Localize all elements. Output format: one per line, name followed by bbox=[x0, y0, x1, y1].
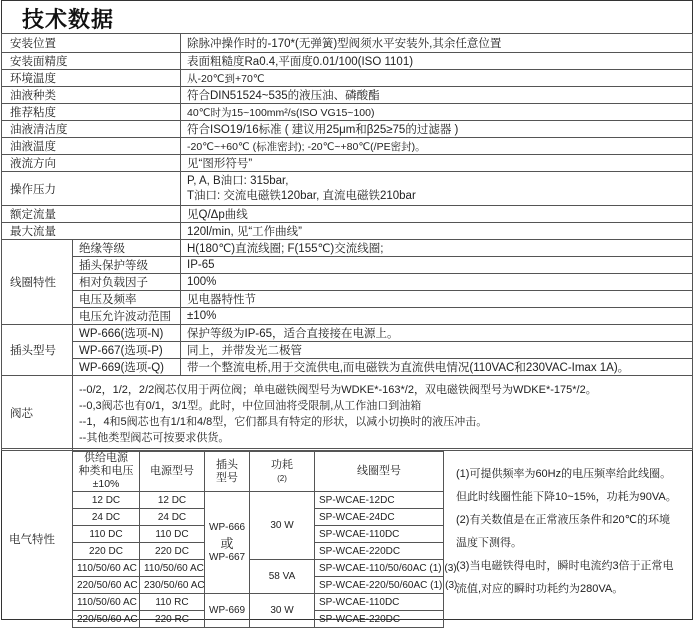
coil-sub-value: H(180℃)直流线圈; F(155℃)交流线圈; bbox=[181, 240, 693, 257]
table-row bbox=[2, 240, 693, 257]
table-row bbox=[2, 257, 693, 274]
coil-sub-label: 电压允许波动范围 bbox=[73, 308, 181, 325]
row-label: 安装位置 bbox=[2, 34, 181, 53]
header-text: (2) bbox=[277, 473, 287, 483]
header-text: 功耗 bbox=[271, 458, 293, 471]
supply-cell: 220 DC bbox=[73, 543, 140, 560]
coil-sub-label: 绝缘等级 bbox=[73, 240, 181, 257]
source-cell: 110/50/60 AC bbox=[140, 560, 205, 577]
coil-cell: SP-WCAE-110/50/60AC (1) (3) bbox=[315, 560, 444, 577]
power-cell: 58 VA bbox=[250, 560, 315, 594]
coil-sub-label: 插头保护等级 bbox=[73, 257, 181, 274]
spool-line: --其他类型阀芯可按要求供货。 bbox=[79, 432, 230, 444]
coil-cell: SP-WCAE-110DC bbox=[315, 526, 444, 543]
note-line: 但此时线圈性能下降10~15%，功耗为90VA。 bbox=[456, 491, 677, 503]
coil-cell: SP-WCAE-12DC bbox=[315, 492, 444, 509]
coil-sub-value: ±10% bbox=[181, 308, 693, 325]
coil-cell: SP-WCAE-24DC bbox=[315, 509, 444, 526]
electrical-label: 电气特性 bbox=[9, 534, 55, 546]
spool-content bbox=[73, 376, 693, 451]
supply-cell: 110 DC bbox=[73, 526, 140, 543]
row-label: 油液种类 bbox=[2, 87, 181, 104]
supply-cell: 220/50/60 AC bbox=[73, 611, 140, 628]
row-label: 油液清洁度 bbox=[2, 121, 181, 138]
source-cell: 110 RC bbox=[140, 594, 205, 611]
header-text: 种类和电压 bbox=[78, 465, 134, 477]
coil-sub-value: IP-65 bbox=[181, 257, 693, 274]
max-flow-label: 最大流量 bbox=[2, 223, 181, 240]
table-row bbox=[2, 138, 693, 155]
pressure-line: P, A, B油口: 315bar, bbox=[187, 174, 289, 187]
plug-sub-label: WP-667(选项-P) bbox=[73, 342, 181, 359]
row-label: 推荐粘度 bbox=[2, 104, 181, 121]
coil-sub-value: 100% bbox=[181, 274, 693, 291]
coil-cell: SP-WCAE-110DC bbox=[315, 594, 444, 611]
power-cell: 30 W bbox=[250, 594, 315, 628]
plug-sub-value: 保护等级为IP-65，适合直接接在电源上。 bbox=[181, 325, 693, 342]
coil-cell: SP-WCAE-220DC bbox=[315, 611, 444, 628]
table-row bbox=[73, 492, 444, 509]
table-row bbox=[2, 155, 693, 172]
plug-label: 插头型号 bbox=[2, 325, 73, 376]
pressure-value bbox=[181, 172, 693, 206]
source-cell: 110 DC bbox=[140, 526, 205, 543]
header-coil: 线圈型号 bbox=[315, 452, 444, 492]
table-row bbox=[2, 34, 693, 53]
table-row bbox=[73, 560, 444, 577]
electrical-notes bbox=[456, 463, 692, 601]
spool-line: --1，4和5阀芯也有1/1和4/8型，它们都具有特定的形状，以减小切换时的液压冲击。 bbox=[79, 416, 488, 428]
tech-data-table bbox=[1, 33, 693, 451]
row-value: 表面粗糙度Ra0.4,平面度0.01/100(ISO 1101) bbox=[181, 53, 693, 70]
max-flow-value: 120l/min, 见“工作曲线” bbox=[181, 223, 693, 240]
source-cell: 220 RC bbox=[140, 611, 205, 628]
note-line: (3)当电磁铁得电时，瞬时电流约3倍于正常电 bbox=[456, 560, 674, 572]
header-text: 插头 bbox=[216, 458, 238, 471]
table-row bbox=[2, 121, 693, 138]
coil-cell: SP-WCAE-220DC bbox=[315, 543, 444, 560]
row-value: 符合DIN51524~535的液压油、磷酸酯 bbox=[181, 87, 693, 104]
row-label: 环境温度 bbox=[2, 70, 181, 87]
source-cell: 220 DC bbox=[140, 543, 205, 560]
table-row bbox=[73, 594, 444, 611]
electrical-section bbox=[1, 451, 693, 625]
table-row bbox=[2, 274, 693, 291]
table-row bbox=[2, 53, 693, 70]
rated-flow-value: 见Q/Δp曲线 bbox=[181, 206, 693, 223]
pressure-label: 操作压力 bbox=[2, 172, 181, 206]
electrical-table bbox=[72, 451, 458, 628]
plug-text: WP-667 bbox=[209, 552, 246, 563]
coil-sub-label: 相对负载因子 bbox=[73, 274, 181, 291]
coil-sub-label: 电压及频率 bbox=[73, 291, 181, 308]
plug-sub-value: 同上，并带发光二极管 bbox=[181, 342, 693, 359]
spool-label: 阀芯 bbox=[2, 376, 73, 451]
coil-cell: SP-WCAE-220/50/60AC (1) (3) bbox=[315, 577, 444, 594]
header-text: 型号 bbox=[216, 471, 238, 484]
note-line: (1)可提供频率为60Hz的电压频率给此线圈。 bbox=[456, 468, 672, 480]
header-plug bbox=[205, 452, 250, 492]
plug-sub-value: 带一个整流电桥,用于交流供电,而电磁铁为直流供电情况(110VAC和230VAC-Imax 1A)。 bbox=[181, 359, 693, 376]
row-value: -20℃~+60℃ (标准密封); -20℃~+80℃(/PE密封)。 bbox=[181, 138, 693, 155]
header-text: 供给电源 bbox=[84, 452, 128, 464]
plug-cell: WP-669 bbox=[205, 594, 250, 628]
table-row bbox=[2, 172, 693, 206]
power-cell: 30 W bbox=[250, 492, 315, 560]
plug-sub-label: WP-666(选项-N) bbox=[73, 325, 181, 342]
note-line: 流值,对应的瞬时功耗约为280VA。 bbox=[456, 583, 624, 595]
coil-label: 线圈特性 bbox=[2, 240, 73, 325]
table-header-row bbox=[73, 452, 444, 492]
table-row bbox=[2, 87, 693, 104]
pressure-line: T油口: 交流电磁铁120bar, 直流电磁铁210bar bbox=[187, 189, 416, 202]
table-row bbox=[2, 291, 693, 308]
spool-line: --0,3阀芯也有0/1，3/1型。此时，中位回油将受限制,从工作油口到油箱 bbox=[79, 400, 422, 412]
plug-text: WP-666 bbox=[209, 522, 246, 533]
row-value: 见“图形符号” bbox=[181, 155, 693, 172]
header-source: 电源型号 bbox=[140, 452, 205, 492]
row-value: 40℃时为15~100mm²/s(ISO VG15~100) bbox=[181, 104, 693, 121]
table-row bbox=[2, 325, 693, 342]
table-row bbox=[2, 104, 693, 121]
header-supply bbox=[73, 452, 140, 492]
table-row bbox=[2, 223, 693, 240]
table-row bbox=[2, 308, 693, 325]
plug-cell bbox=[205, 492, 250, 594]
row-value: 从-20℃到+70℃ bbox=[181, 70, 693, 87]
note-line: (2)有关数值是在正常液压条件和20℃的环境 bbox=[456, 514, 671, 526]
page-title: 技术数据 bbox=[22, 7, 115, 32]
supply-cell: 110/50/60 AC bbox=[73, 594, 140, 611]
spool-line: --0/2，1/2，2/2阀芯仅用于两位阀；单电磁铁阀型号为WDKE*-163*/2，双电磁铁阀型号为WDKE*-175*/2。 bbox=[79, 384, 597, 396]
note-line: 温度下测得。 bbox=[456, 537, 522, 549]
rated-flow-label: 额定流量 bbox=[2, 206, 181, 223]
source-cell: 24 DC bbox=[140, 509, 205, 526]
supply-cell: 220/50/60 AC bbox=[73, 577, 140, 594]
row-label: 安装面精度 bbox=[2, 53, 181, 70]
divider bbox=[1, 448, 693, 449]
table-row bbox=[2, 359, 693, 376]
supply-cell: 24 DC bbox=[73, 509, 140, 526]
supply-cell: 12 DC bbox=[73, 492, 140, 509]
header-power bbox=[250, 452, 315, 492]
row-value: 除脉冲操作时的-170*(无弹簧)型阀须水平安装外,其余任意位置 bbox=[181, 34, 693, 53]
row-value: 符合ISO19/16标准 ( 建议用25μm和β25≥75的过滤器 ) bbox=[181, 121, 693, 138]
row-label: 油液温度 bbox=[2, 138, 181, 155]
table-row bbox=[2, 206, 693, 223]
table-row bbox=[2, 376, 693, 451]
table-row bbox=[2, 342, 693, 359]
table-row bbox=[2, 70, 693, 87]
plug-text: 或 bbox=[220, 536, 234, 551]
coil-sub-value: 见电器特性节 bbox=[181, 291, 693, 308]
source-cell: 12 DC bbox=[140, 492, 205, 509]
source-cell: 230/50/60 AC bbox=[140, 577, 205, 594]
supply-cell: 110/50/60 AC bbox=[73, 560, 140, 577]
header-text: ±10% bbox=[92, 478, 120, 490]
plug-sub-label: WP-669(选项-Q) bbox=[73, 359, 181, 376]
row-label: 液流方向 bbox=[2, 155, 181, 172]
